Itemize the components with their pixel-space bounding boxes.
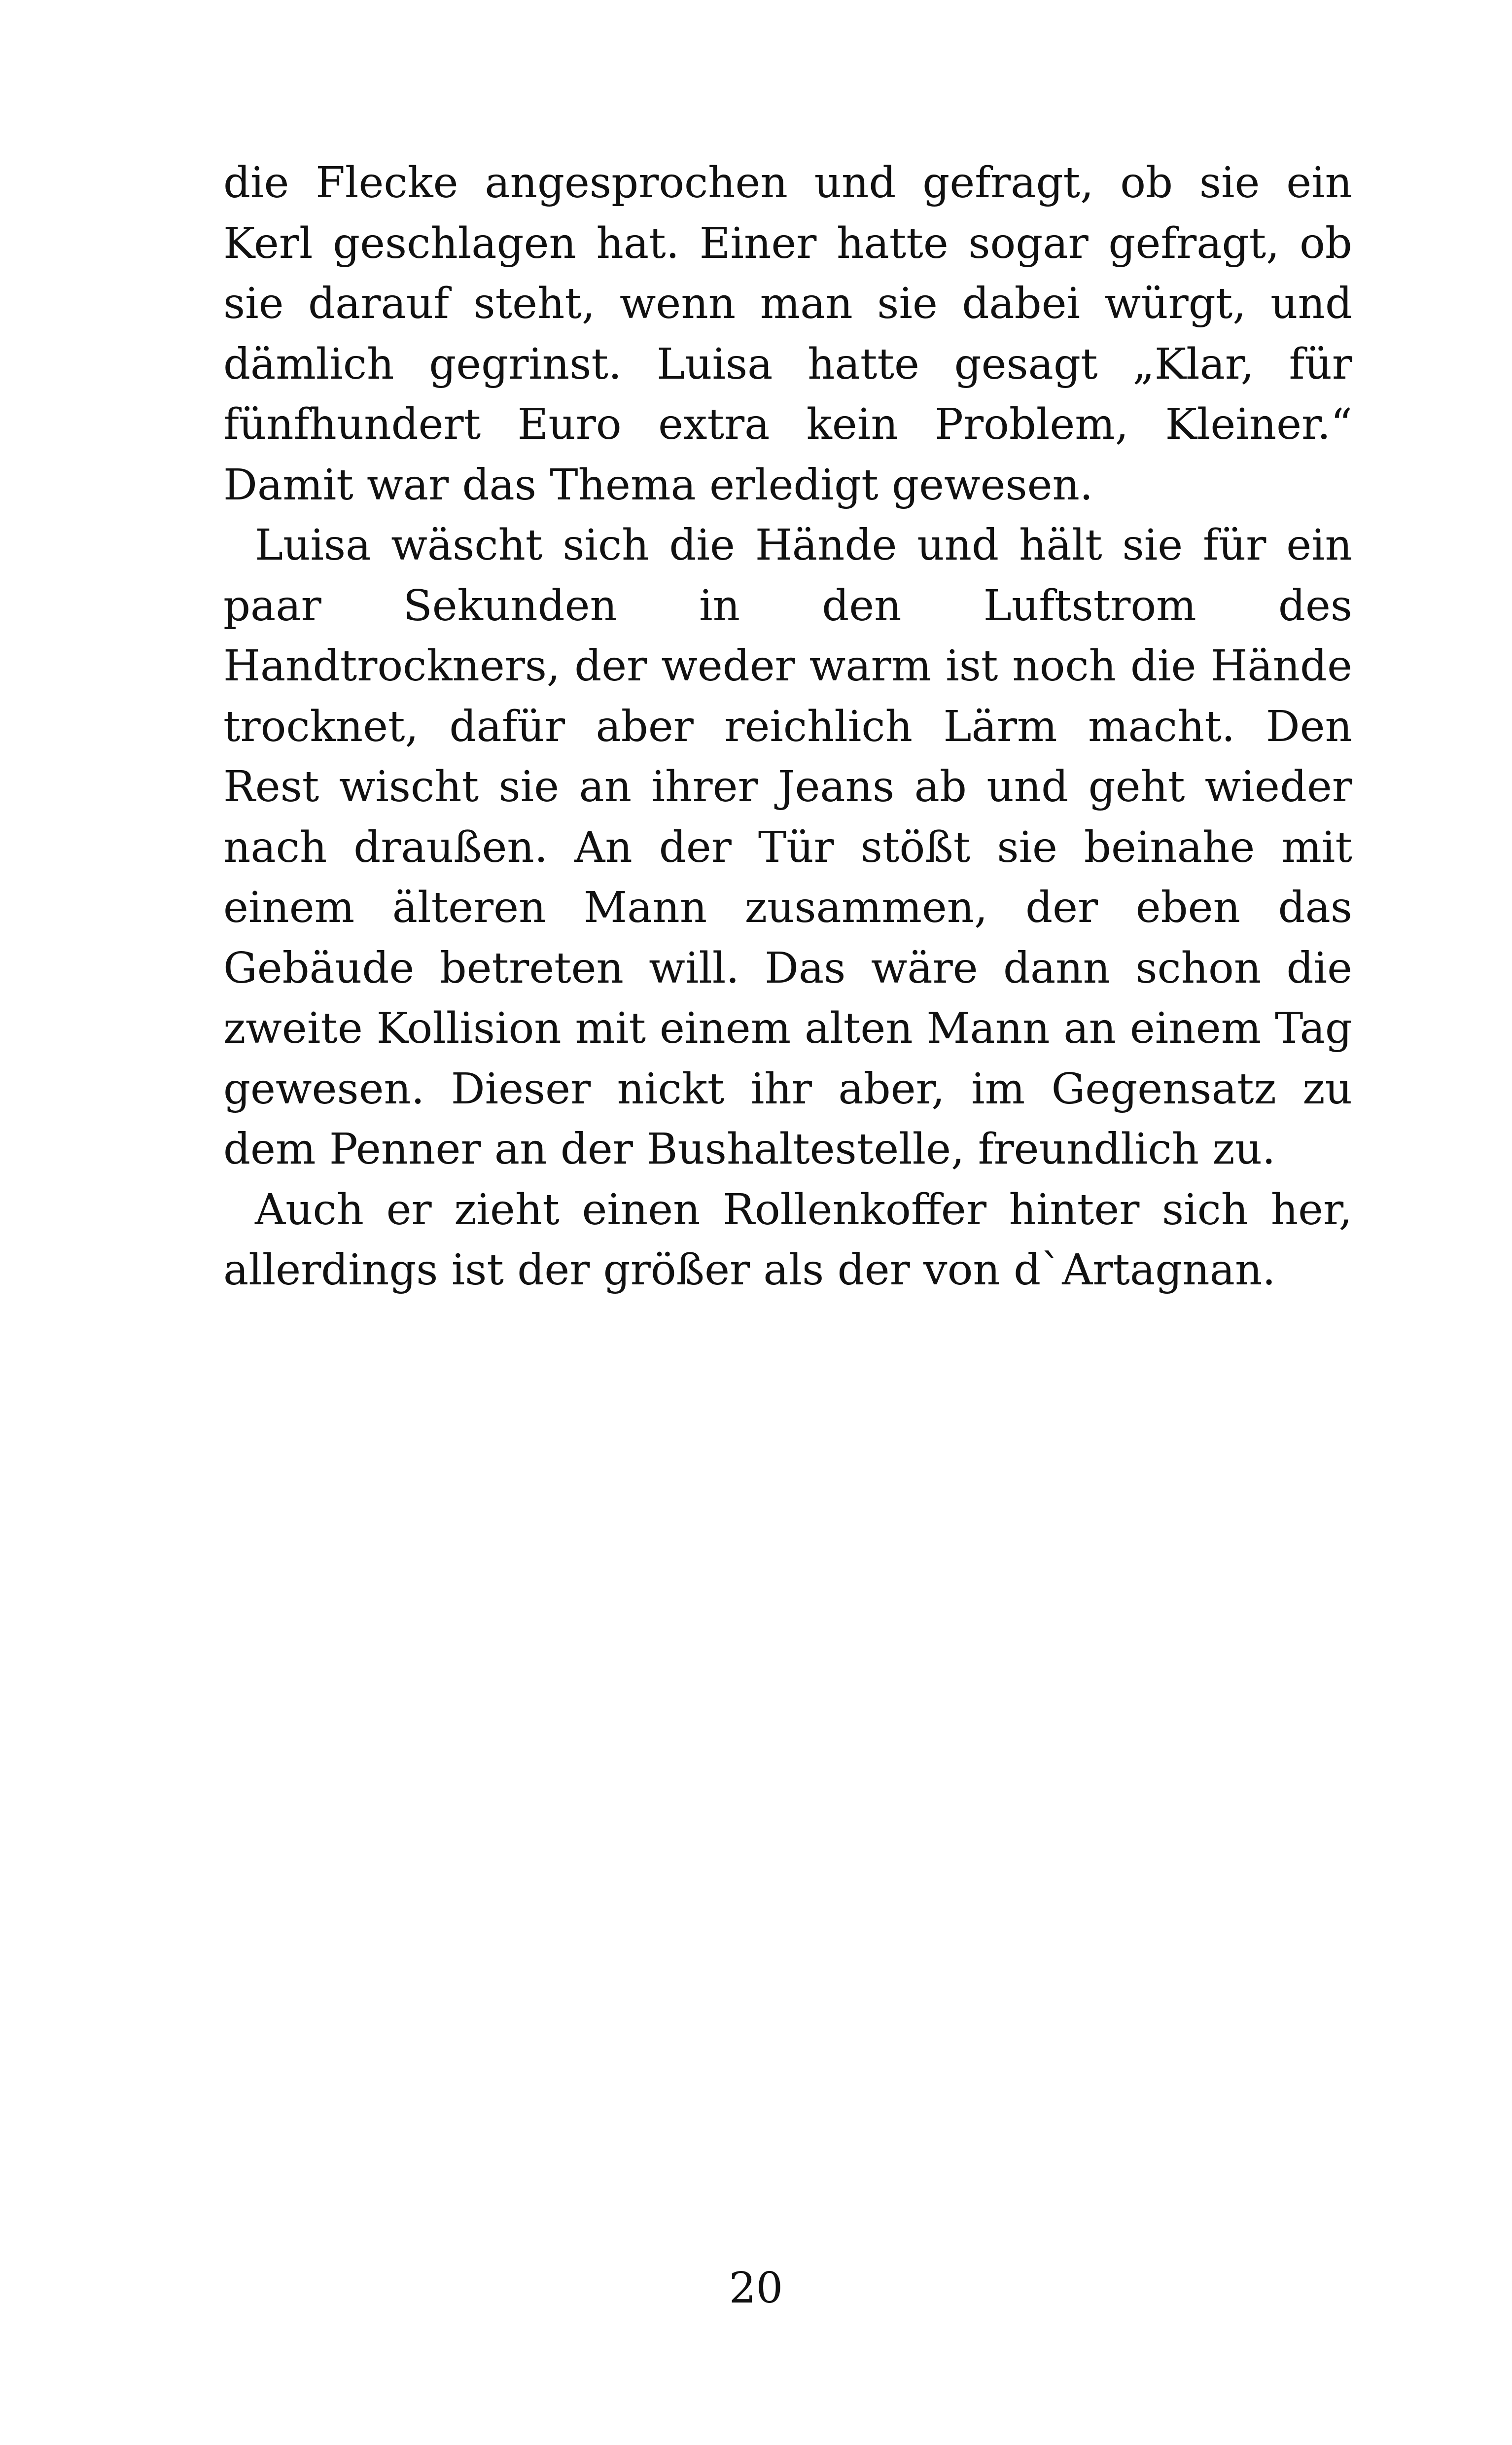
body-text bbox=[223, 153, 1352, 1301]
paragraph: Luisa wäscht sich die Hände und hält sie für ein paar Sekunden in den Luftstrom des Handtrockners, der weder warm ist noch die Hände trocknet, dafür aber reichlich Lärm macht. Den Rest wischt sie an ihrer Jeans ab und geht wieder nach draußen. An der Tür stößt sie beinahe mit einem älteren Mann zusammen, der eben das Gebäude betreten will. Das wäre dann schon die zweite Kollision mit einem alten Mann an einem Tag gewesen. Dieser nickt ihr aber, im Gegensatz zu dem Penner an der Bushaltestelle, freundlich zu. bbox=[223, 521, 1352, 1174]
paragraph-continued: die Flecke angesprochen und gefragt, ob sie ein Kerl geschlagen hat. Einer hatte sogar gefragt, ob sie darauf steht, wenn man sie dabei würgt, und dämlich gegrinst. Luisa hatte gesagt „Klar, für fünfhundert Euro extra kein Problem, Kleiner.“ Damit war das Thema erledigt gewesen. bbox=[223, 158, 1352, 510]
paragraph: Auch er zieht einen Rollenkoffer hinter sich her, allerdings ist der größer als der von d`Artagnan. bbox=[223, 1185, 1352, 1295]
page-number: 20 bbox=[729, 2264, 783, 2313]
